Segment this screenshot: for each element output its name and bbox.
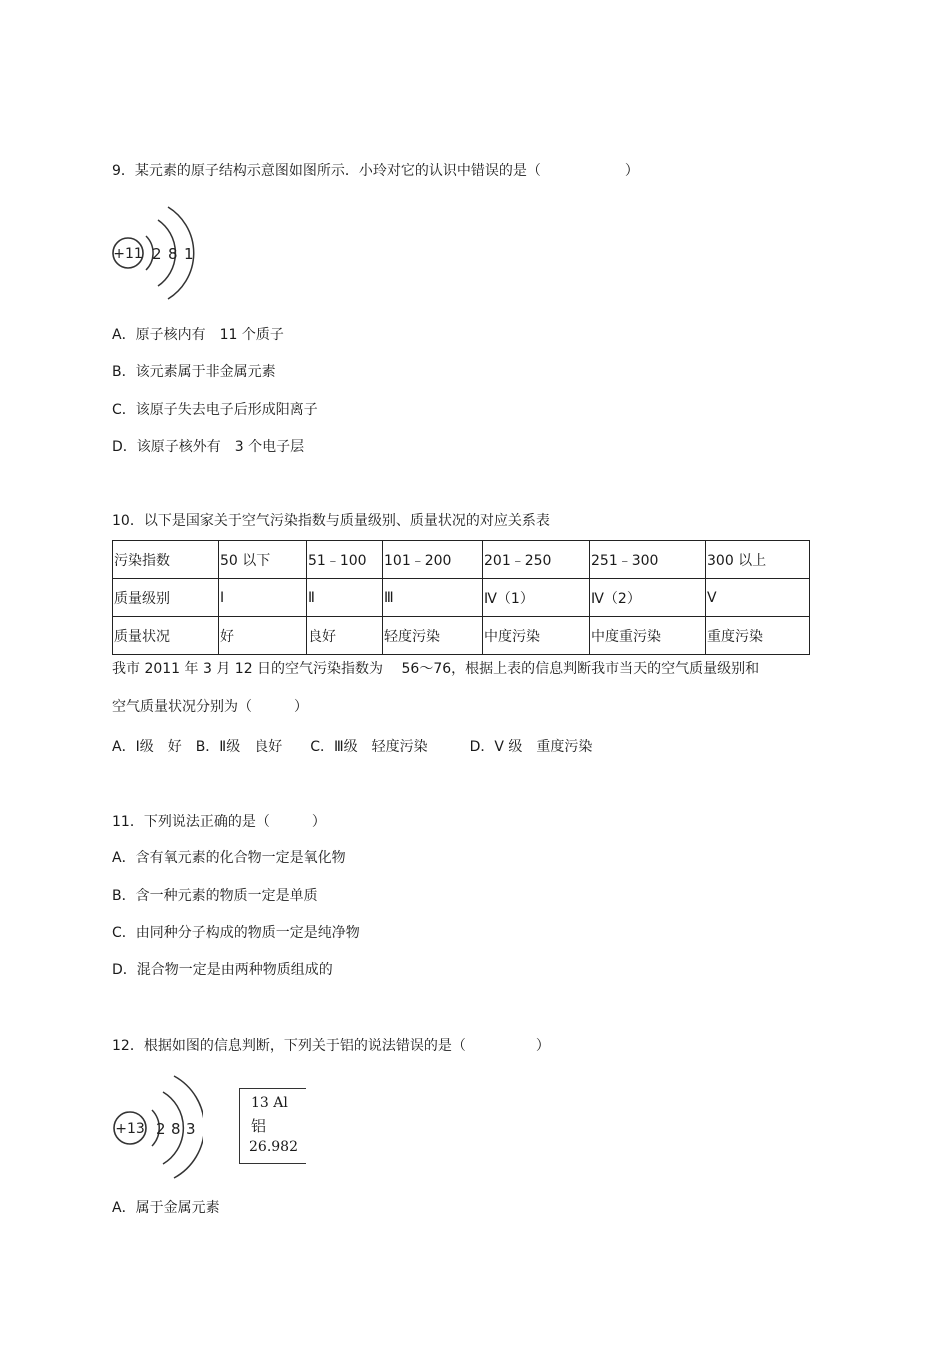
shell-3-count: 1 <box>184 245 194 263</box>
sodium-atom-structure-diagram <box>108 202 198 304</box>
q11-option-d: D．混合物一定是由两种物质组成的 <box>112 962 333 978</box>
nucleus-charge: +13 <box>115 1121 145 1137</box>
q12-stem: 12．根据如图的信息判断，下列关于铝的说法错误的是（ ） <box>112 1038 550 1054</box>
table-cell: Ⅳ（1） <box>483 579 590 617</box>
atomic-mass: 26.982 <box>249 1139 298 1155</box>
table-row <box>113 541 810 579</box>
q11-option-c: C．由同种分子构成的物质一定是纯净物 <box>112 925 360 941</box>
table-cell: 质量状况 <box>113 617 219 655</box>
shell-2-count: 8 <box>168 245 178 263</box>
q9-option-c: C．该原子失去电子后形成阳离子 <box>112 402 318 418</box>
q11-option-b: B．含一种元素的物质一定是单质 <box>112 888 318 904</box>
table-cell: 50 以下 <box>219 541 307 579</box>
q11-stem: 11．下列说法正确的是（ ） <box>112 814 326 830</box>
q9-option-b: B．该元素属于非金属元素 <box>112 364 276 380</box>
q10-options: A．Ⅰ级 好 B．Ⅱ级 良好 C．Ⅲ级 轻度污染 D．Ⅴ 级 重度污染 <box>112 739 593 755</box>
table-cell: 201﹣250 <box>483 541 590 579</box>
table-cell: 中度重污染 <box>590 617 706 655</box>
table-cell: 中度污染 <box>483 617 590 655</box>
table-cell: 污染指数 <box>113 541 219 579</box>
table-cell: 好 <box>219 617 307 655</box>
table-cell: 重度污染 <box>706 617 810 655</box>
q10-context-line-1: 我市 2011 年 3 月 12 日的空气污染指数为 56～76，根据上表的信息判断我市当天的空气质量级别和 <box>112 661 760 677</box>
table-row <box>113 617 810 655</box>
q11-option-a: A．含有氧元素的化合物一定是氧化物 <box>112 850 346 866</box>
element-name: 铝 <box>251 1117 267 1135</box>
table-cell: 质量级别 <box>113 579 219 617</box>
shell-3-count: 3 <box>186 1120 196 1138</box>
table-cell: 300 以上 <box>706 541 810 579</box>
q10-stem: 10．以下是国家关于空气污染指数与质量级别、质量状况的对应关系表 <box>112 513 550 529</box>
table-cell: 51﹣100 <box>307 541 383 579</box>
table-cell: Ⅱ <box>307 579 383 617</box>
table-cell: 良好 <box>307 617 383 655</box>
q9-stem: 9．某元素的原子结构示意图如图所示．小玲对它的认识中错误的是（ ） <box>112 163 639 179</box>
q9-option-d: D．该原子核外有 3 个电子层 <box>112 439 305 455</box>
periodic-table-element-card <box>239 1088 306 1164</box>
shell-1-count: 2 <box>156 1120 166 1138</box>
table-cell: Ⅴ <box>706 579 810 617</box>
table-cell: Ⅰ <box>219 579 307 617</box>
table-cell: 251﹣300 <box>590 541 706 579</box>
table-cell: Ⅳ（2） <box>590 579 706 617</box>
aluminum-atom-structure-diagram <box>108 1072 203 1180</box>
nucleus-charge: +11 <box>113 246 143 262</box>
table-cell: 轻度污染 <box>383 617 483 655</box>
atomic-number-symbol: 13 Al <box>251 1095 288 1111</box>
q12-option-a: A．属于金属元素 <box>112 1200 220 1216</box>
table-cell: Ⅲ <box>383 579 483 617</box>
shell-2-count: 8 <box>171 1120 181 1138</box>
air-quality-table <box>112 540 810 655</box>
shell-1-count: 2 <box>152 245 162 263</box>
table-cell: 101﹣200 <box>383 541 483 579</box>
table-row <box>113 579 810 617</box>
q9-option-a: A．原子核内有 11 个质子 <box>112 327 284 343</box>
q10-context-line-2: 空气质量状况分别为（ ） <box>112 699 308 715</box>
